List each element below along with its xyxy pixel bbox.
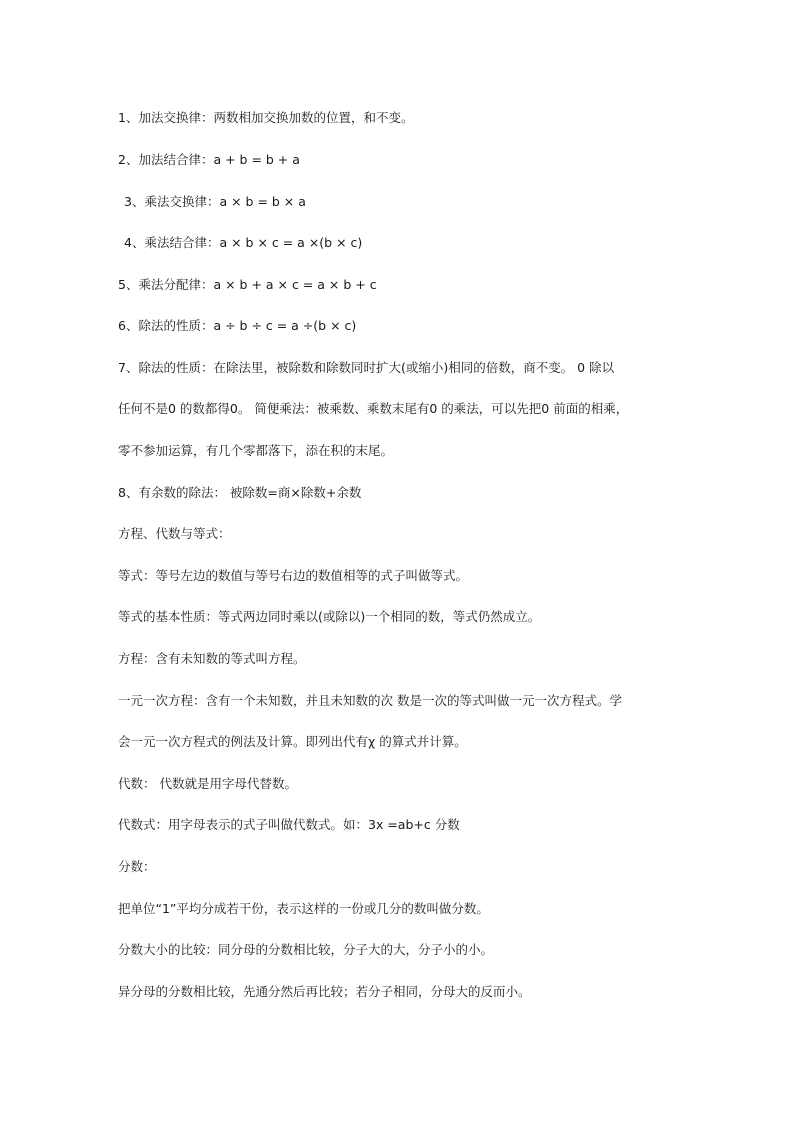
definition-fraction: 把单位“1”平均分成若干份，表示这样的一份或几分的数叫做分数。 [118, 901, 489, 916]
linear-equation-line-1: 一元一次方程：含有一个未知数，并且未知数的次 数是一次的等式叫做一元一次方程式。学 [118, 693, 622, 708]
division-property-2-line-1: 7、除法的性质：在除法里，被除数和除数同时扩大(或缩小)相同的倍数，商不变。 0 除以 [118, 360, 615, 375]
law-multiplication-commutative: 3、乘法交换律：a × b = b × a [124, 194, 306, 209]
law-addition-commutative: 1、加法交换律：两数相加交换加数的位置，和不变。 [118, 110, 414, 125]
division-property-2-line-2: 任何不是0 的数都得0。 简便乘法：被乘数、乘数末尾有0 的乘法，可以先把0 前面的相乘， [118, 401, 629, 416]
fraction-compare-same-denominator: 分数大小的比较：同分母的分数相比较，分子大的大，分子小的小。 [118, 942, 494, 957]
section-heading-equations: 方程、代数与等式： [118, 526, 231, 541]
law-multiplication-distributive: 5、乘法分配律：a × b + a × c = a × b + c [118, 277, 377, 292]
law-addition-associative: 2、加法结合律：a + b = b + a [118, 152, 300, 167]
law-multiplication-associative: 4、乘法结合律：a × b × c = a ×(b × c) [124, 235, 363, 250]
definition-algebraic-expression: 代数式：用字母表示的式子叫做代数式。如：3x =ab+c 分数 [118, 817, 460, 832]
linear-equation-line-2: 会一元一次方程式的例法及计算。即列出代有χ 的算式并计算。 [118, 734, 467, 749]
division-with-remainder: 8、有余数的除法： 被除数=商×除数+余数 [118, 485, 362, 500]
section-heading-fractions: 分数： [118, 859, 156, 874]
fraction-compare-different-denominator: 异分母的分数相比较，先通分然后再比较；若分子相同，分母大的反而小。 [118, 984, 531, 999]
definition-algebra: 代数： 代数就是用字母代替数。 [118, 776, 297, 791]
equality-basic-property: 等式的基本性质：等式两边同时乘以(或除以)一个相同的数，等式仍然成立。 [118, 609, 541, 624]
definition-equation: 方程：含有未知数的等式叫方程。 [118, 651, 306, 666]
division-property-2-line-3: 零不参加运算，有几个零都落下，添在积的末尾。 [118, 443, 394, 458]
division-property-1: 6、除法的性质：a ÷ b ÷ c = a ÷(b × c) [118, 318, 357, 333]
definition-equality: 等式：等号左边的数值与等号右边的数值相等的式子叫做等式。 [118, 568, 469, 583]
